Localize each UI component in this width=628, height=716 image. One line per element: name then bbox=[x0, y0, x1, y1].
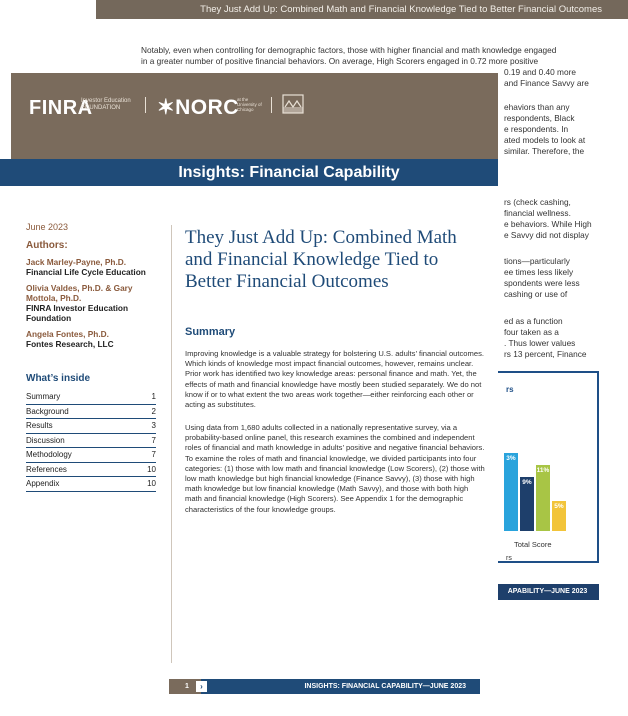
toc-item[interactable] bbox=[26, 463, 156, 478]
back-chart-bar bbox=[520, 477, 534, 531]
finra-logo-subtitle: Investor Education FOUNDATION bbox=[81, 98, 131, 111]
back-chart-xlabel: Total Score bbox=[514, 540, 552, 549]
back-page-text-line: in a greater number of positive financial behaviors. On average, High Scorers engaged in 0.72 more positive bbox=[141, 56, 539, 66]
author-name: Angela Fontes, Ph.D. bbox=[26, 329, 109, 339]
toc-item-page: 10 bbox=[147, 464, 156, 474]
toc-item-page: 1 bbox=[151, 392, 156, 401]
back-page-text-line: e behaviors. While High bbox=[504, 219, 592, 229]
toc-item[interactable] bbox=[26, 434, 156, 449]
logo-divider bbox=[271, 97, 272, 113]
toc-item-label: Results bbox=[26, 421, 53, 430]
toc-item-label: References bbox=[26, 464, 67, 474]
back-page-text-line: financial wellness. bbox=[504, 208, 571, 218]
toc-item-label: Summary bbox=[26, 392, 61, 401]
back-chart-bar bbox=[552, 501, 566, 531]
back-page-text-line: . Thus lower values bbox=[504, 338, 576, 348]
back-page-text-line: 0.19 and 0.40 more bbox=[504, 67, 576, 77]
back-page-text-line: cashing or use of bbox=[504, 289, 568, 299]
back-page-text-line: spondents were less bbox=[504, 278, 580, 288]
finra-logo: FINRA bbox=[29, 97, 93, 119]
back-page-text-line: four taken as a bbox=[504, 327, 559, 337]
whats-inside-heading: What’s inside bbox=[26, 373, 91, 384]
back-chart-bar-label: 9% bbox=[522, 479, 532, 486]
back-chart-title: rs bbox=[506, 385, 514, 394]
page-footer bbox=[169, 679, 480, 694]
summary-heading: Summary bbox=[185, 326, 236, 338]
summary-paragraph-2: Using data from 1,680 adults collected in a nationally representative survey, via a probability-based online panel, this research examines the combined and independent roles of financial and math knowledge in adults’ positive and negative financial behaviors. To examine the roles of math and financial knowledge, we divided participants into four categories: (1) those with low math and financial knowledge (Low Scorers), (2) those with low math knowledge but high financial knowledge (Finance Savvy), (3) those with high math knowledge but low financial knowledge (Math Savvy), and those with both high math and financial knowledge (High Scorers). See Appendix 1 for the demographic characteristics of the four knowledge groups. bbox=[185, 423, 485, 514]
toc-item[interactable] bbox=[26, 390, 156, 405]
toc-item-page: 3 bbox=[151, 421, 156, 430]
series-title: Insights: Financial Capability bbox=[178, 164, 400, 181]
authors-heading: Authors: bbox=[26, 240, 68, 251]
publication-date: June 2023 bbox=[26, 222, 69, 232]
back-page-text-line: tions—particularly bbox=[504, 256, 570, 266]
toc-item-page: 7 bbox=[151, 435, 156, 445]
toc-item-page: 10 bbox=[147, 479, 156, 488]
author-organization: Financial Life Cycle Education bbox=[26, 267, 146, 277]
back-chart-note: rs bbox=[506, 555, 512, 562]
author-entry bbox=[26, 257, 161, 277]
back-page-text-line: e Savvy did not display bbox=[504, 230, 589, 240]
sidebar bbox=[26, 222, 161, 349]
footer-text: INSIGHTS: FINANCIAL CAPABILITY—JUNE 2023 bbox=[304, 683, 466, 690]
back-page-text-line: ehaviors than any bbox=[504, 102, 570, 112]
back-page-footer: APABILITY—JUNE 2023 bbox=[496, 584, 599, 600]
back-page-text-line: ated models to look at bbox=[504, 135, 586, 145]
back-page-text-line: Notably, even when controlling for demographic factors, those with higher financial and math knowledge engaged bbox=[141, 45, 557, 55]
back-chart-bar-label: 11% bbox=[536, 467, 550, 474]
back-page-text-line: e respondents. In bbox=[504, 124, 569, 134]
column-divider bbox=[171, 225, 172, 663]
back-page-text-line: similar. Therefore, the bbox=[504, 146, 585, 156]
toc-item[interactable] bbox=[26, 405, 156, 420]
author-organization: FINRA Investor Education Foundation bbox=[26, 303, 129, 323]
summary-paragraph-1: Improving knowledge is a valuable strategy for bolstering U.S. adults’ financial outcomes. Which kinds of knowledge most impact financial outcomes, however, remains unclear. Prior work has identified two key knowledge areas: personal finance and math. Yet, the effects of math and financial knowledge have mostly been studied separately. We do not know if or to what extent the two areas work together—either reinforcing each other or acting as substitutes. bbox=[185, 349, 484, 410]
toc-item-page: 7 bbox=[151, 450, 156, 459]
back-chart-bar bbox=[504, 453, 518, 531]
toc-item-page: 2 bbox=[151, 406, 156, 416]
norc-logo-subtitle: at the University of Chicago bbox=[237, 97, 262, 112]
back-page-text-line: respondents, Black bbox=[504, 113, 575, 123]
author-entry bbox=[26, 329, 161, 349]
back-page-text-line: ee times less likely bbox=[504, 267, 574, 277]
back-chart-bar-label: 3% bbox=[506, 455, 516, 462]
back-page-text-line: rs (check cashing, bbox=[504, 197, 571, 207]
toc-item[interactable] bbox=[26, 448, 156, 463]
authors-list bbox=[26, 257, 161, 349]
author-name: Jack Marley-Payne, Ph.D. bbox=[26, 257, 127, 267]
back-chart-bar bbox=[536, 465, 550, 531]
page-number-box: 1 bbox=[169, 679, 201, 694]
publication-series-band bbox=[0, 159, 498, 186]
back-page-text-line: ed as a function bbox=[504, 316, 563, 326]
author-organization: Fontes Research, LLC bbox=[26, 339, 114, 349]
toc-item[interactable] bbox=[26, 419, 156, 434]
back-page-chart bbox=[496, 371, 599, 563]
toc-item-label: Discussion bbox=[26, 435, 65, 445]
toc-item-label: Background bbox=[26, 406, 69, 416]
header-banner bbox=[11, 73, 498, 159]
document-title: They Just Add Up: Combined Math and Financial Knowledge Tied to Better Financial Outcomes bbox=[185, 227, 457, 292]
logo-divider bbox=[145, 97, 146, 113]
author-entry bbox=[26, 283, 161, 323]
back-page-text-line: and Finance Savvy are bbox=[504, 78, 589, 88]
front-page bbox=[11, 73, 498, 716]
toc-item[interactable] bbox=[26, 477, 156, 492]
toc-item-label: Methodology bbox=[26, 450, 72, 459]
table-of-contents bbox=[26, 390, 156, 492]
back-page-text-line: rs 13 percent, Finance bbox=[504, 349, 587, 359]
author-name: Olivia Valdes, Ph.D. & Gary Mottola, Ph.D. bbox=[26, 283, 133, 303]
toc-item-label: Appendix bbox=[26, 479, 60, 488]
university-shield-icon bbox=[281, 93, 305, 117]
norc-logo: ✶NORC bbox=[157, 96, 239, 119]
back-chart-bar-label: 5% bbox=[554, 503, 564, 510]
back-page-header: They Just Add Up: Combined Math and Financial Knowledge Tied to Better Financial Outcomes bbox=[96, 0, 628, 19]
next-page-arrow-icon[interactable]: › bbox=[196, 681, 207, 692]
